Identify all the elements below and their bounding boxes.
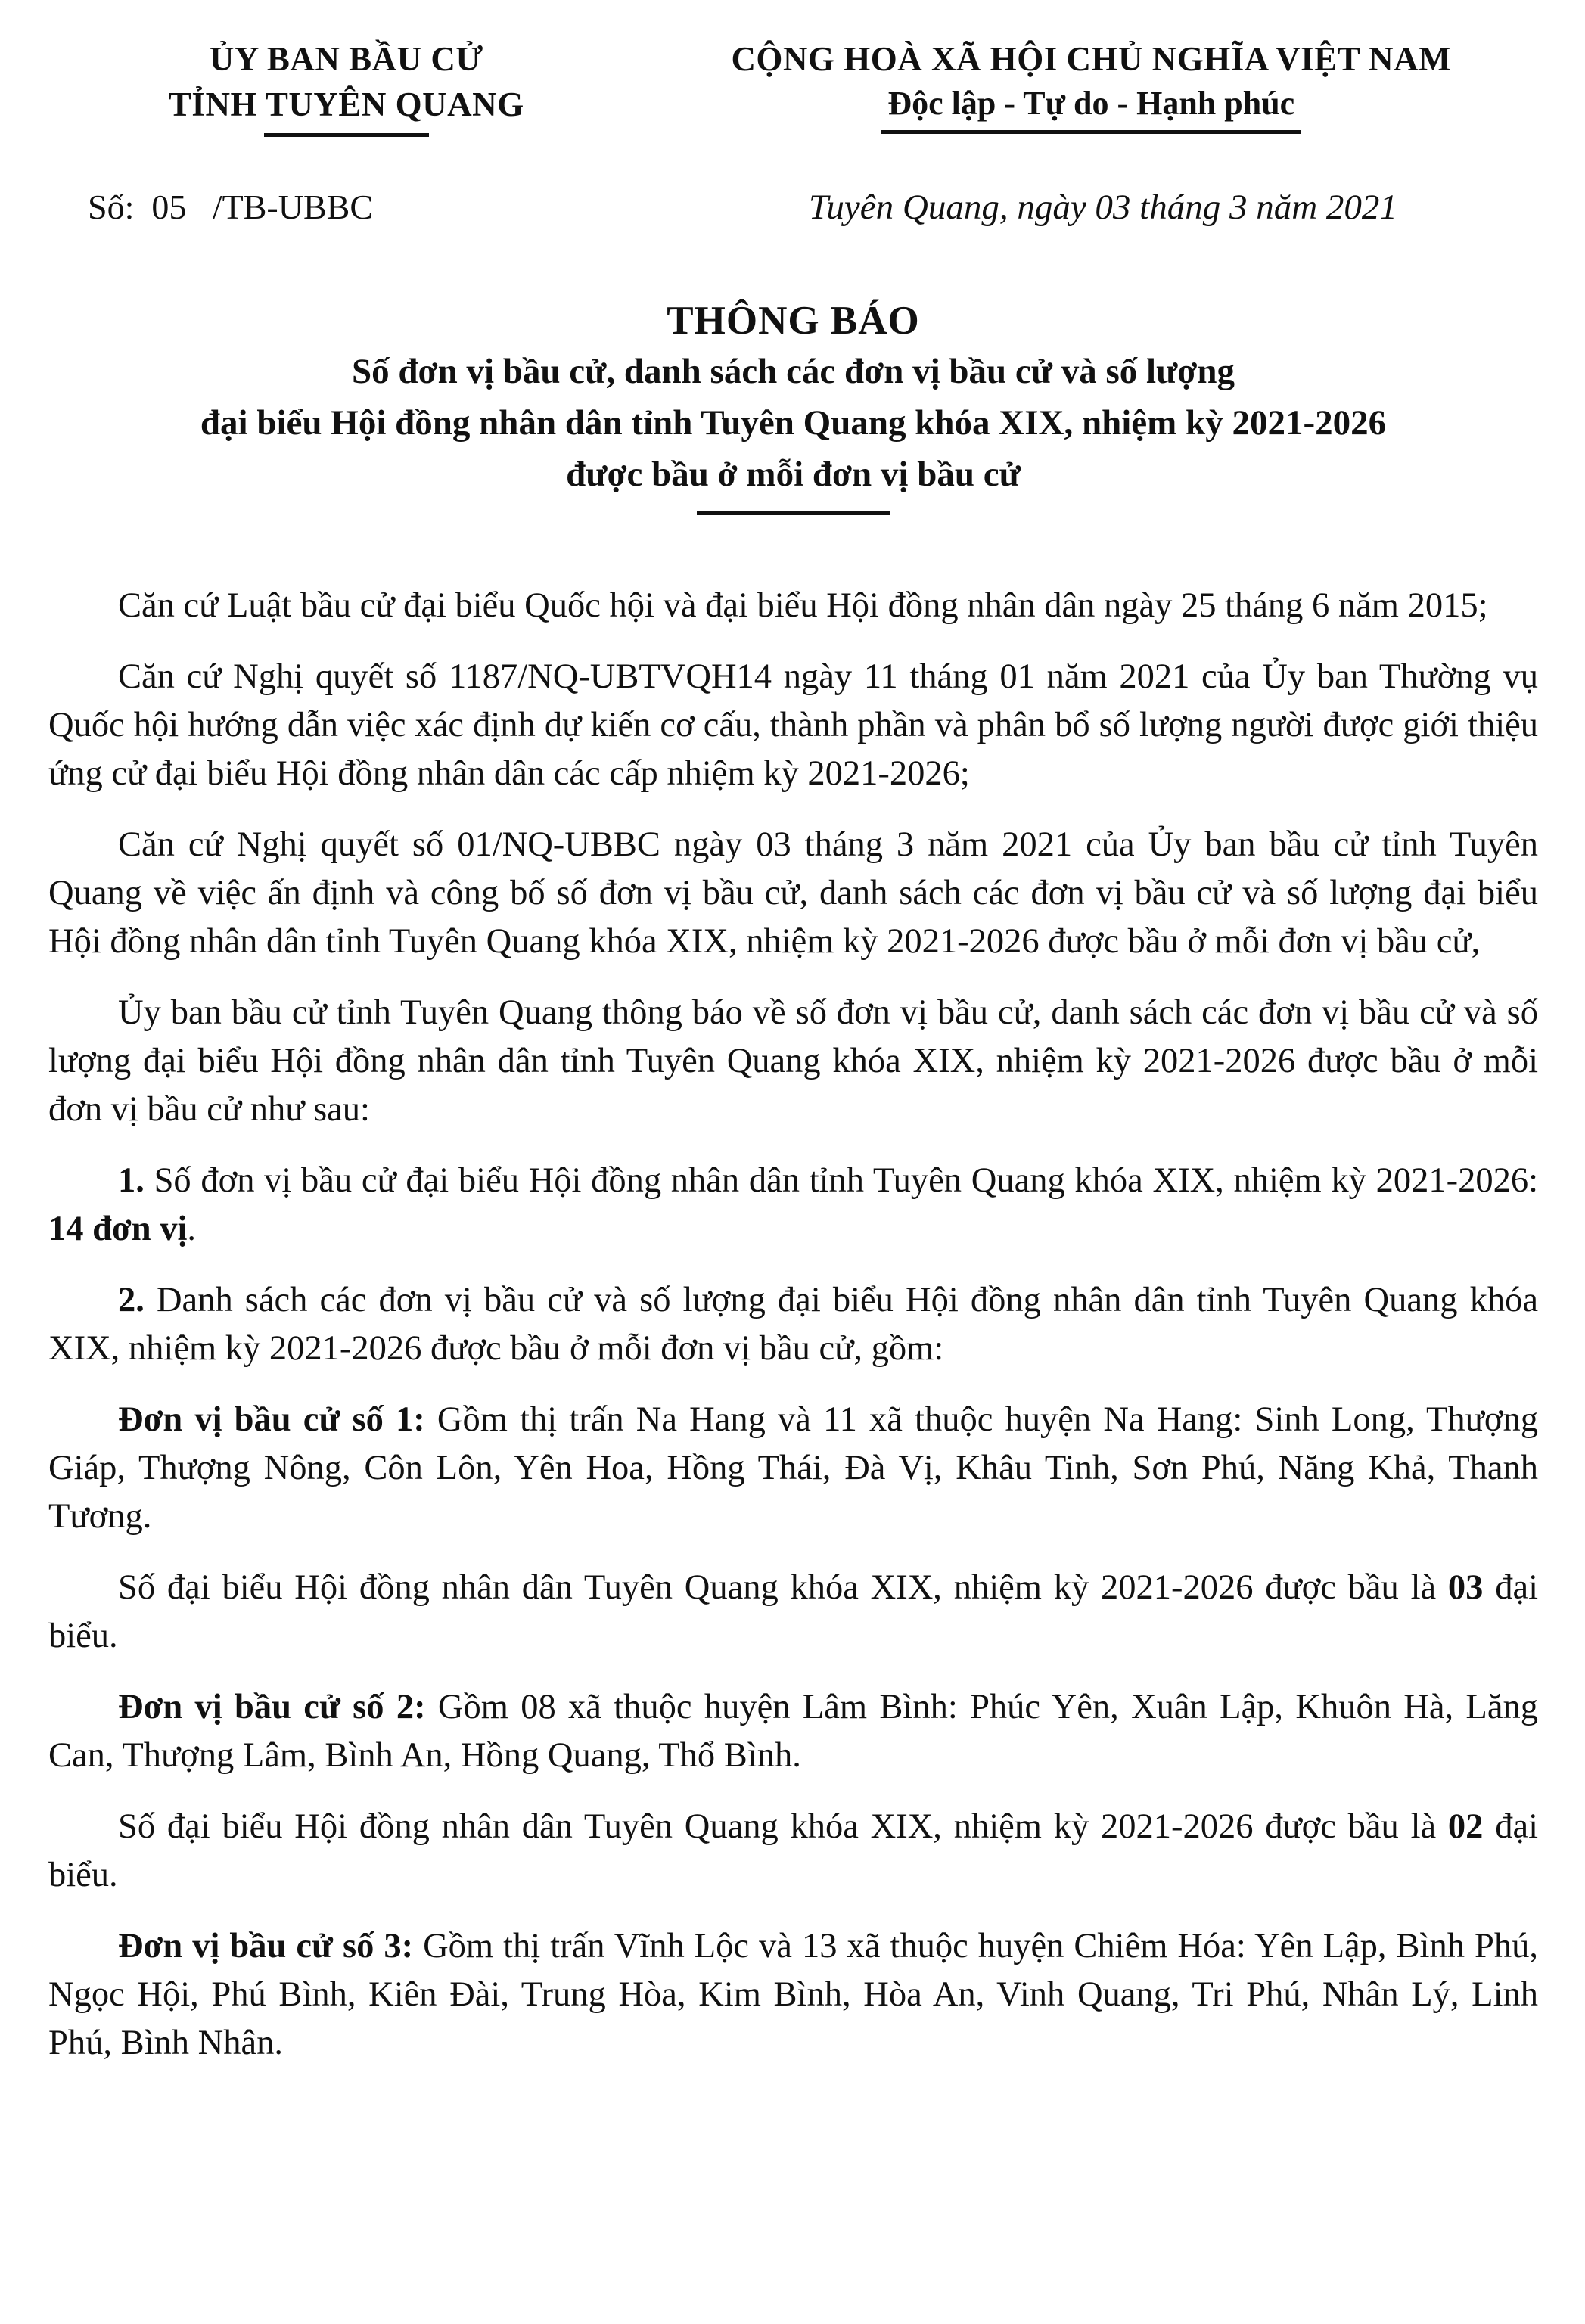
body-paragraph xyxy=(48,821,1538,966)
bold-text-run: Đơn vị bầu cử số 2: xyxy=(118,1688,426,1726)
text-run: Gồm thị trấn Vĩnh Lộc và 13 xã thuộc huyện Chiêm Hóa: Yên Lập, Bình Phú, Ngọc Hội, Phú Bình, Kiên Đài, Trung Hòa, Kim Bình, Hòa An, Vinh Quang, Tri Phú, Nhân Lý, Linh Phú, Bình Nhân. xyxy=(48,1927,1538,2062)
doc-date-line: Tuyên Quang, ngày 03 tháng 3 năm 2021 xyxy=(808,188,1397,227)
text-run: đại biểu. xyxy=(48,1568,1539,1655)
text-run: Số đại biểu Hội đồng nhân dân Tuyên Quang khóa XIX, nhiệm kỳ 2021-2026 được bầu là xyxy=(118,1807,1448,1846)
bold-text-run: 14 đơn vị xyxy=(48,1210,188,1248)
bold-text-run: Đơn vị bầu cử số 1: xyxy=(118,1400,425,1439)
text-run: Gồm 08 xã thuộc huyện Lâm Bình: Phúc Yên, Xuân Lập, Khuôn Hà, Lăng Can, Thượng Lâm, Bình An, Hồng Quang, Thổ Bình. xyxy=(48,1688,1538,1775)
authority-underline xyxy=(264,133,429,137)
title-block xyxy=(48,296,1538,515)
body-paragraph xyxy=(48,582,1538,630)
bold-text-run: 02 xyxy=(1447,1807,1484,1846)
letterhead xyxy=(48,36,1538,137)
body-paragraph xyxy=(48,1922,1538,2068)
body-paragraph xyxy=(48,1396,1538,1541)
issuing-authority-line2: TỈNH TUYÊN QUANG xyxy=(168,85,524,123)
doc-number: Số: 05 /TB-UBBC xyxy=(88,188,374,226)
body-paragraph xyxy=(48,1683,1538,1780)
doc-meta-row xyxy=(48,187,1538,228)
bold-text-run: Đơn vị bầu cử số 3: xyxy=(118,1927,414,1965)
bold-text-run: 03 xyxy=(1447,1568,1484,1607)
text-run: đại biểu. xyxy=(48,1807,1539,1894)
text-run: Căn cứ Nghị quyết số 1187/NQ-UBTVQH14 ngày 11 tháng 01 năm 2021 của Ủy ban Thường vụ Quốc hội hướng dẫn việc xác định dự kiến cơ cấu, thành phần và phân bổ số lượng người được giới thiệu ứng cử đại biểu Hội đồng nhân dân các cấp nhiệm kỳ 2021-2026; xyxy=(48,657,1538,793)
subtitle-line-3: được bầu ở mỗi đơn vị bầu cử xyxy=(566,455,1021,494)
text-run: Gồm thị trấn Na Hang và 11 xã thuộc huyện Na Hang: Sinh Long, Thượng Giáp, Thượng Nông, Côn Lôn, Yên Hoa, Hồng Thái, Đà Vị, Khâu Tinh, Sơn Phú, Năng Khả, Thanh Tương. xyxy=(48,1400,1538,1536)
subtitle-line-2: đại biểu Hội đồng nhân dân tỉnh Tuyên Quang khóa XIX, nhiệm kỳ 2021-2026 xyxy=(200,403,1387,443)
document-body xyxy=(48,582,1538,2068)
text-run: Số đơn vị bầu cử đại biểu Hội đồng nhân dân tỉnh Tuyên Quang khóa XIX, nhiệm kỳ 2021-2026: xyxy=(144,1161,1538,1200)
text-run: . xyxy=(187,1210,197,1248)
body-paragraph xyxy=(48,1157,1538,1254)
text-run: Căn cứ Luật bầu cử đại biểu Quốc hội và đại biểu Hội đồng nhân dân ngày 25 tháng 6 năm 2015; xyxy=(118,586,1488,625)
issuing-authority-line1: ỦY BAN BẦU CỬ xyxy=(209,40,483,78)
national-header xyxy=(645,36,1538,134)
text-run: Ủy ban bầu cử tỉnh Tuyên Quang thông báo về số đơn vị bầu cử, danh sách các đơn vị bầu cử và số lượng đại biểu Hội đồng nhân dân tỉnh Tuyên Quang khóa XIX, nhiệm kỳ 2021-2026 được bầu ở mỗi đơn vị bầu cử như sau: xyxy=(48,993,1538,1129)
bold-text-run: 2. xyxy=(118,1281,145,1319)
body-paragraph xyxy=(48,1564,1538,1661)
title-rule xyxy=(697,511,890,515)
text-run: Số đại biểu Hội đồng nhân dân Tuyên Quang khóa XIX, nhiệm kỳ 2021-2026 được bầu là xyxy=(118,1568,1448,1607)
text-run: Căn cứ Nghị quyết số 01/NQ-UBBC ngày 03 tháng 3 năm 2021 của Ủy ban bầu cử tỉnh Tuyên Quang về việc ấn định và công bố số đơn vị bầu cử, danh sách các đơn vị bầu cử và số lượng đại biểu Hội đồng nhân dân tỉnh Tuyên Quang khóa XIX, nhiệm kỳ 2021-2026 được bầu ở mỗi đơn vị bầu cử, xyxy=(48,825,1538,961)
body-paragraph xyxy=(48,1803,1538,1900)
body-paragraph xyxy=(48,1276,1538,1373)
national-motto: Độc lập - Tự do - Hạnh phúc xyxy=(881,82,1301,134)
page-title: THÔNG BÁO xyxy=(667,299,920,343)
text-run: Danh sách các đơn vị bầu cử và số lượng đại biểu Hội đồng nhân dân tỉnh Tuyên Quang khóa XIX, nhiệm kỳ 2021-2026 được bầu ở mỗi đơn vị bầu cử, gồm: xyxy=(48,1281,1538,1368)
bold-text-run: 1. xyxy=(118,1161,145,1200)
national-title: CỘNG HOÀ XÃ HỘI CHỦ NGHĨA VIỆT NAM xyxy=(731,40,1452,78)
issuing-authority xyxy=(48,36,645,137)
body-paragraph xyxy=(48,989,1538,1134)
body-paragraph xyxy=(48,653,1538,798)
subtitle-line-1: Số đơn vị bầu cử, danh sách các đơn vị bầu cử và số lượng xyxy=(352,352,1235,391)
